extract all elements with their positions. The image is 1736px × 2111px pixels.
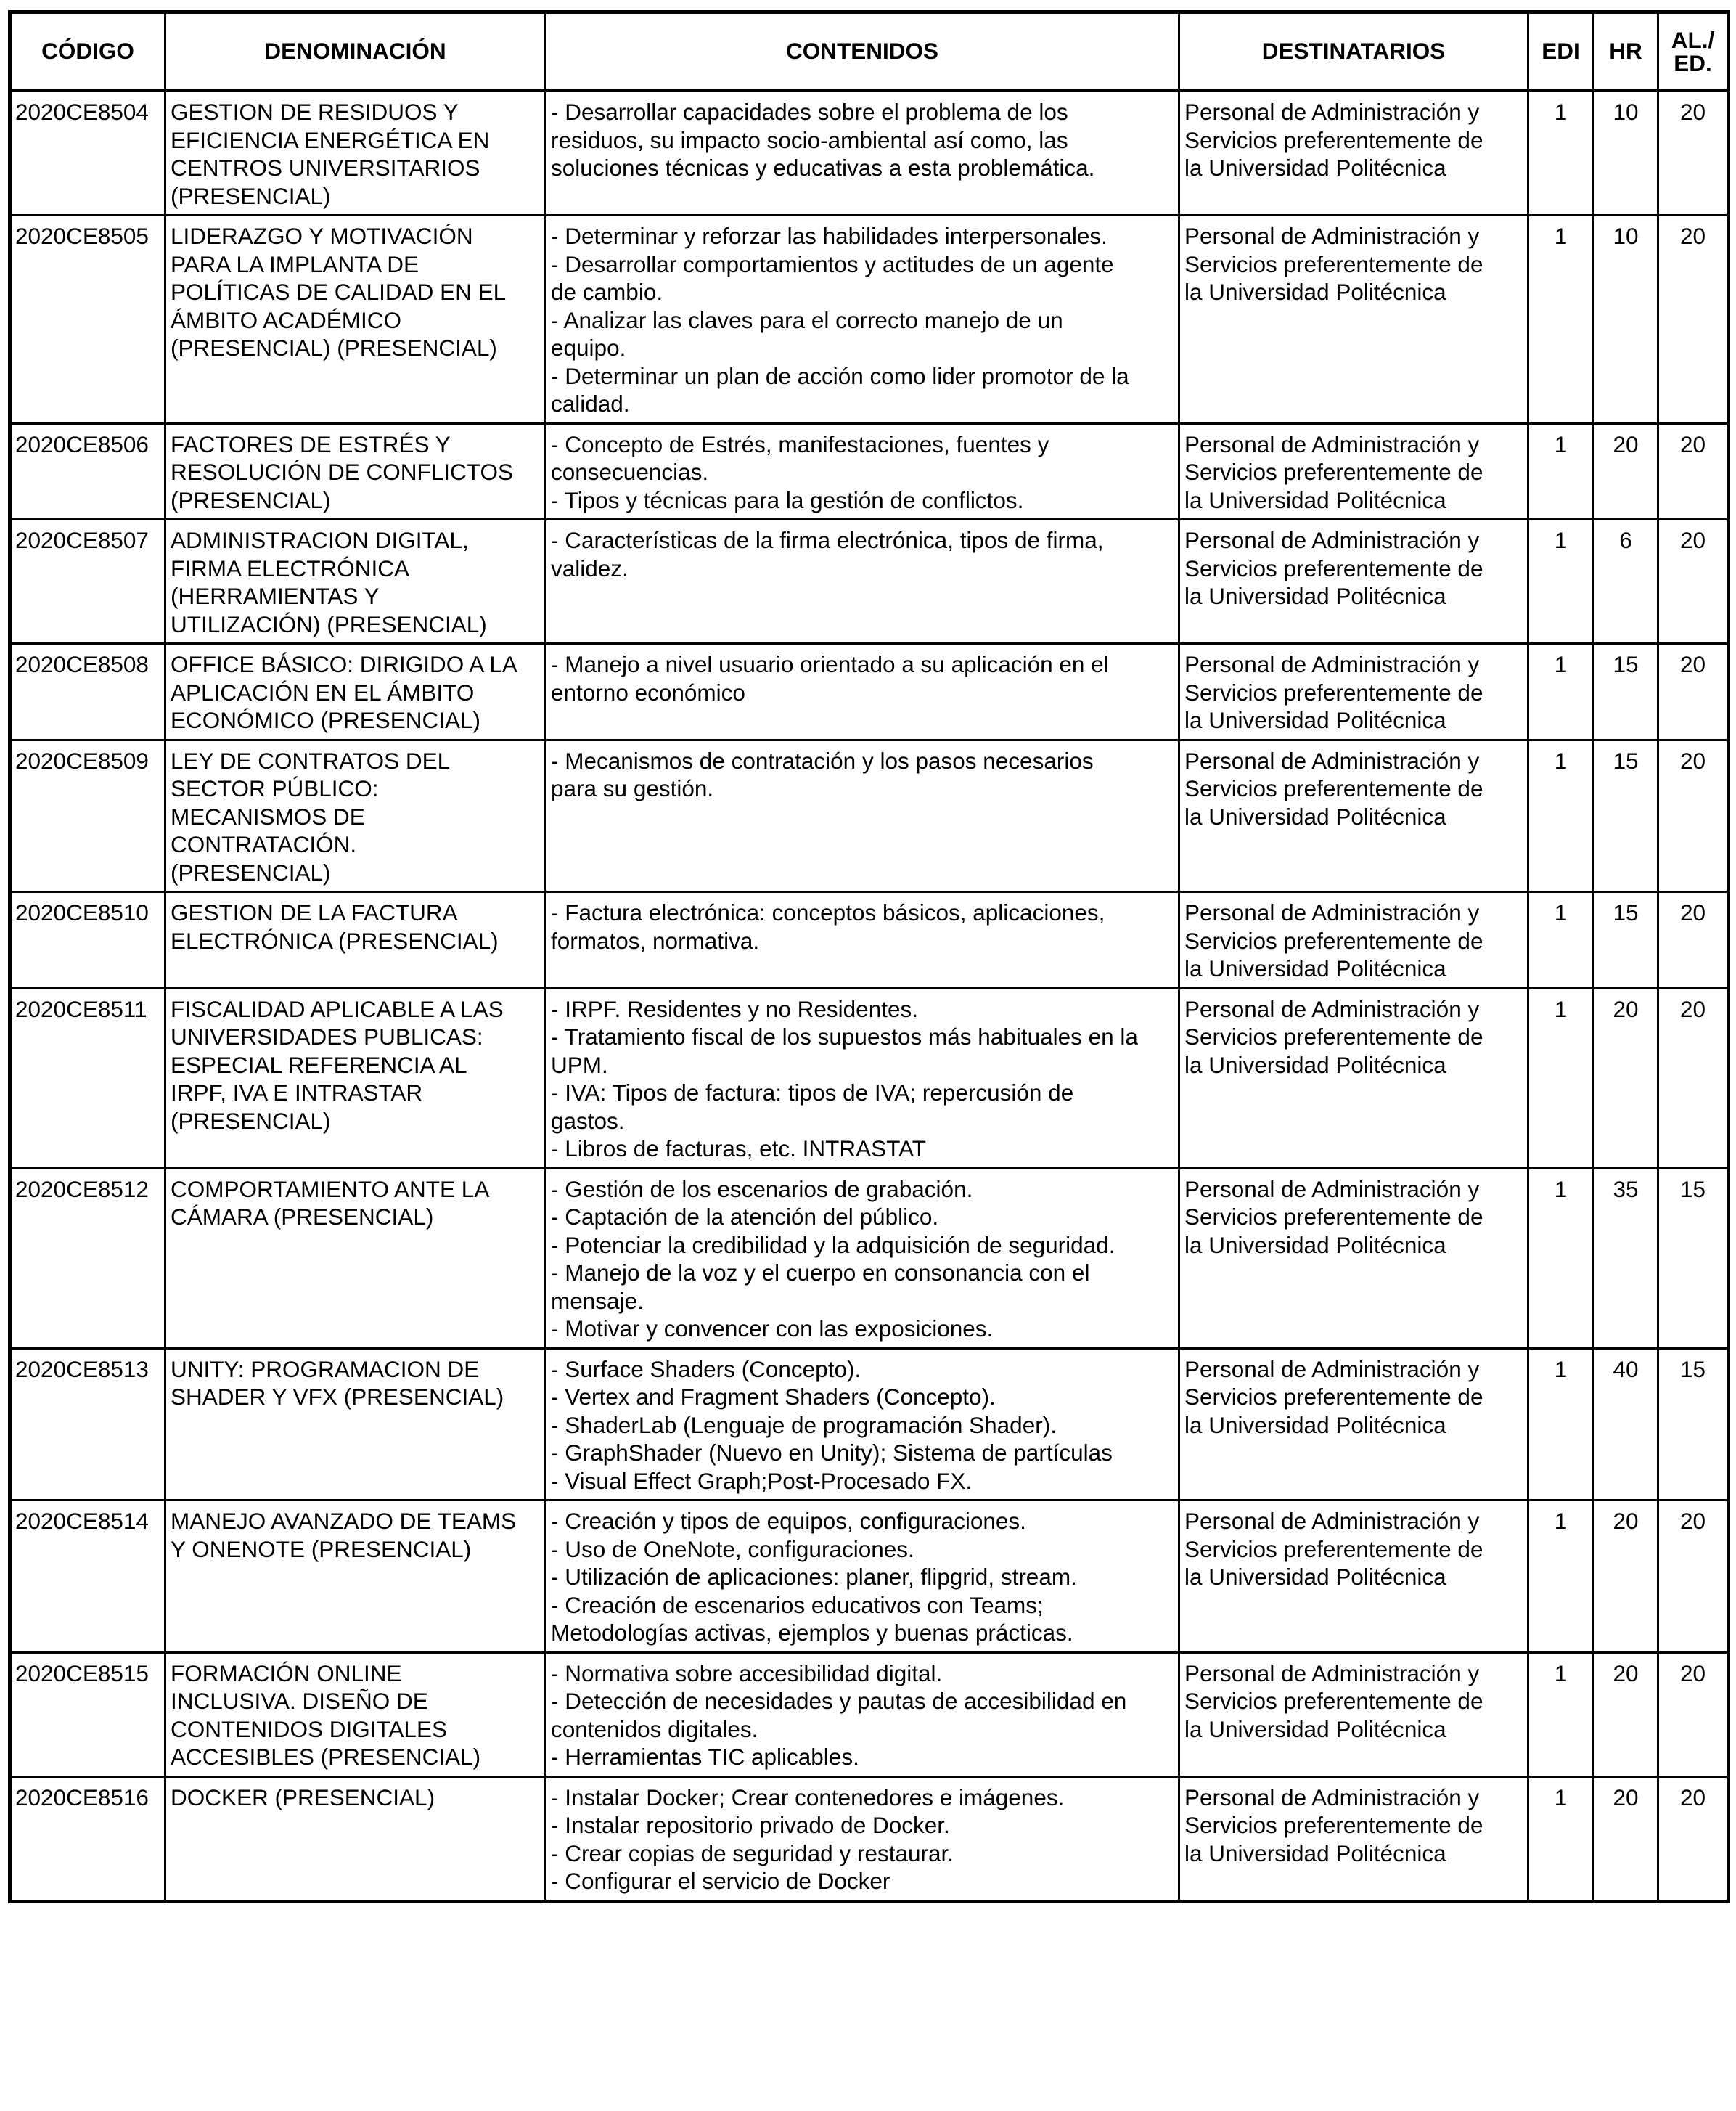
contenidos-line: - Tipos y técnicas para la gestión de conflictos. (551, 486, 1024, 513)
contenidos-line: - Potenciar la credibilidad y la adquisición de seguridad. (551, 1231, 1115, 1258)
cell-al-ed: 20 (1658, 423, 1729, 520)
destinatarios-line: Personal de Administración y (1184, 527, 1480, 553)
contenidos-line: - Determinar un plan de acción como lider promotor de la (551, 362, 1129, 389)
cell-hr: 20 (1594, 1652, 1658, 1776)
contenidos-line: - Libros de facturas, etc. INTRASTAT (551, 1135, 926, 1161)
cell-edi: 1 (1528, 423, 1594, 520)
cell-codigo: 2020CE8505 (10, 216, 165, 424)
denominacion-line: GESTION DE LA FACTURA (171, 899, 458, 926)
cell-contenidos (546, 520, 1179, 644)
cell-contenidos (546, 423, 1179, 520)
contenidos-line: gastos. (551, 1107, 625, 1134)
destinatarios-line: la Universidad Politécnica (1184, 1051, 1446, 1078)
denominacion-line: DOCKER (PRESENCIAL) (171, 1784, 435, 1810)
denominacion-line: Y ONENOTE (PRESENCIAL) (171, 1535, 472, 1562)
cell-codigo: 2020CE8516 (10, 1776, 165, 1901)
destinatarios-line: Personal de Administración y (1184, 430, 1480, 457)
header-al-ed-line2: ED. (1674, 49, 1712, 76)
table-header (10, 12, 1729, 91)
header-row (10, 12, 1729, 91)
cell-hr: 40 (1594, 1348, 1658, 1500)
contenidos-line: - Desarrollar comportamientos y actitudes de un agente (551, 250, 1114, 277)
cell-denominacion (165, 423, 546, 520)
cell-contenidos (546, 740, 1179, 892)
cell-contenidos (546, 216, 1179, 424)
destinatarios-line: Servicios preferentemente de (1184, 1535, 1483, 1562)
denominacion-line: CENTROS UNIVERSITARIOS (171, 155, 480, 181)
contenidos-line: consecuencias. (551, 459, 709, 485)
header-codigo: CÓDIGO (10, 12, 165, 91)
cell-denominacion (165, 644, 546, 740)
denominacion-line: ESPECIAL REFERENCIA AL (171, 1051, 467, 1078)
denominacion-line: OFFICE BÁSICO: DIRIGIDO A LA (171, 651, 517, 677)
destinatarios-line: la Universidad Politécnica (1184, 486, 1446, 513)
cell-hr: 10 (1594, 216, 1658, 424)
contenidos-line: - Gestión de los escenarios de grabación. (551, 1175, 973, 1202)
denominacion-line: (PRESENCIAL) (171, 182, 331, 209)
cell-contenidos (546, 1652, 1179, 1776)
denominacion-line: LEY DE CONTRATOS DEL (171, 747, 451, 774)
cell-codigo: 2020CE8506 (10, 423, 165, 520)
cell-hr: 15 (1594, 740, 1658, 892)
denominacion-line: (PRESENCIAL) (171, 859, 331, 886)
cell-al-ed: 20 (1658, 740, 1729, 892)
contenidos-line: - Configurar el servicio de Docker (551, 1868, 890, 1894)
contenidos-line: - Determinar y reforzar las habilidades interpersonales. (551, 223, 1107, 249)
destinatarios-line: Servicios preferentemente de (1184, 1204, 1483, 1230)
denominacion-line: UNITY: PROGRAMACION DE (171, 1355, 480, 1382)
cell-codigo: 2020CE8511 (10, 988, 165, 1168)
cell-hr: 6 (1594, 520, 1658, 644)
cell-denominacion (165, 988, 546, 1168)
contenidos-line: formatos, normativa. (551, 927, 760, 954)
contenidos-line: residuos, su impacto socio-ambiental así como, las (551, 126, 1068, 153)
cell-denominacion (165, 91, 546, 216)
contenidos-line: - Uso de OneNote, configuraciones. (551, 1535, 914, 1562)
destinatarios-line: Personal de Administración y (1184, 651, 1480, 677)
cell-denominacion (165, 520, 546, 644)
contenidos-line: - Captación de la atención del público. (551, 1204, 939, 1230)
destinatarios-line: la Universidad Politécnica (1184, 803, 1446, 830)
cell-denominacion (165, 1348, 546, 1500)
contenidos-line: - Mecanismos de contratación y los pasos necesarios (551, 747, 1094, 774)
contenidos-line: equipo. (551, 335, 626, 361)
cell-destinatarios (1179, 892, 1528, 989)
cell-contenidos (546, 1500, 1179, 1653)
denominacion-line: ÁMBITO ACADÉMICO (171, 306, 401, 333)
destinatarios-line: Servicios preferentemente de (1184, 1688, 1483, 1714)
destinatarios-line: Servicios preferentemente de (1184, 459, 1483, 485)
header-contenidos: CONTENIDOS (546, 12, 1179, 91)
cell-hr: 20 (1594, 1500, 1658, 1653)
denominacion-line: ADMINISTRACION DIGITAL, (171, 527, 469, 553)
table-row (10, 423, 1729, 520)
contenidos-line: UPM. (551, 1051, 608, 1078)
cell-codigo: 2020CE8515 (10, 1652, 165, 1776)
contenidos-line: validez. (551, 555, 629, 581)
destinatarios-line: Servicios preferentemente de (1184, 1024, 1483, 1050)
denominacion-line: APLICACIÓN EN EL ÁMBITO (171, 679, 475, 706)
cell-hr: 20 (1594, 423, 1658, 520)
denominacion-line: ACCESIBLES (PRESENCIAL) (171, 1744, 481, 1770)
denominacion-line: GESTION DE RESIDUOS Y (171, 99, 459, 125)
destinatarios-line: Servicios preferentemente de (1184, 126, 1483, 153)
destinatarios-line: Servicios preferentemente de (1184, 679, 1483, 706)
cell-denominacion (165, 1168, 546, 1348)
denominacion-line: CONTRATACIÓN. (171, 831, 357, 857)
cell-destinatarios (1179, 1652, 1528, 1776)
cell-al-ed: 20 (1658, 988, 1729, 1168)
cell-al-ed: 20 (1658, 91, 1729, 216)
table-row (10, 520, 1729, 644)
cell-denominacion (165, 1652, 546, 1776)
cell-destinatarios (1179, 1500, 1528, 1653)
cell-edi: 1 (1528, 1776, 1594, 1901)
header-destinatarios: DESTINATARIOS (1179, 12, 1528, 91)
denominacion-line: INCLUSIVA. DISEÑO DE (171, 1688, 428, 1714)
cell-destinatarios (1179, 1776, 1528, 1901)
table-row (10, 1500, 1729, 1653)
table-row (10, 1348, 1729, 1500)
destinatarios-line: Servicios preferentemente de (1184, 775, 1483, 801)
denominacion-line: MANEJO AVANZADO DE TEAMS (171, 1508, 517, 1534)
denominacion-line: FORMACIÓN ONLINE (171, 1659, 402, 1686)
denominacion-line: PARA LA IMPLANTA DE (171, 250, 419, 277)
denominacion-line: RESOLUCIÓN DE CONFLICTOS (171, 459, 513, 485)
destinatarios-line: la Universidad Politécnica (1184, 1715, 1446, 1742)
cell-destinatarios (1179, 520, 1528, 644)
table-row (10, 91, 1729, 216)
denominacion-line: UNIVERSIDADES PUBLICAS: (171, 1024, 483, 1050)
denominacion-line: COMPORTAMIENTO ANTE LA (171, 1175, 490, 1202)
cell-codigo: 2020CE8504 (10, 91, 165, 216)
contenidos-line: - Normativa sobre accesibilidad digital. (551, 1659, 943, 1686)
cell-edi: 1 (1528, 1168, 1594, 1348)
contenidos-line: Metodologías activas, ejemplos y buenas prácticas. (551, 1620, 1073, 1646)
cell-contenidos (546, 644, 1179, 740)
cell-al-ed: 20 (1658, 892, 1729, 989)
denominacion-line: FACTORES DE ESTRÉS Y (171, 430, 451, 457)
cell-edi: 1 (1528, 740, 1594, 892)
contenidos-line: - Analizar las claves para el correcto manejo de un (551, 306, 1063, 333)
contenidos-line: - GraphShader (Nuevo en Unity); Sistema de partículas (551, 1440, 1113, 1466)
destinatarios-line: la Universidad Politécnica (1184, 707, 1446, 733)
cell-contenidos (546, 892, 1179, 989)
cell-al-ed: 15 (1658, 1168, 1729, 1348)
destinatarios-line: Personal de Administración y (1184, 223, 1480, 249)
cell-edi: 1 (1528, 1348, 1594, 1500)
cell-destinatarios (1179, 423, 1528, 520)
contenidos-line: - Concepto de Estrés, manifestaciones, fuentes y (551, 430, 1049, 457)
contenidos-line: - Utilización de aplicaciones: planer, flipgrid, stream. (551, 1564, 1077, 1590)
destinatarios-line: la Universidad Politécnica (1184, 1231, 1446, 1258)
denominacion-line: (HERRAMIENTAS Y (171, 583, 380, 609)
destinatarios-line: Personal de Administración y (1184, 1659, 1480, 1686)
table-body (10, 91, 1729, 1902)
cell-al-ed: 20 (1658, 1652, 1729, 1776)
cell-contenidos (546, 91, 1179, 216)
cell-edi: 1 (1528, 988, 1594, 1168)
cell-codigo: 2020CE8512 (10, 1168, 165, 1348)
cell-denominacion (165, 216, 546, 424)
cell-contenidos (546, 1348, 1179, 1500)
cell-edi: 1 (1528, 91, 1594, 216)
cell-codigo: 2020CE8507 (10, 520, 165, 644)
cell-edi: 1 (1528, 1652, 1594, 1776)
destinatarios-line: Servicios preferentemente de (1184, 927, 1483, 954)
denominacion-line: LIDERAZGO Y MOTIVACIÓN (171, 223, 473, 249)
contenidos-line: - IVA: Tipos de factura: tipos de IVA; repercusión de (551, 1079, 1074, 1106)
contenidos-line: - Desarrollar capacidades sobre el problema de los (551, 99, 1068, 125)
destinatarios-line: Servicios preferentemente de (1184, 1812, 1483, 1838)
denominacion-line: UTILIZACIÓN) (PRESENCIAL) (171, 611, 487, 637)
cell-edi: 1 (1528, 1500, 1594, 1653)
denominacion-line: SECTOR PÚBLICO: (171, 775, 379, 801)
contenidos-line: - ShaderLab (Lenguaje de programación Shader). (551, 1411, 1057, 1438)
cell-denominacion (165, 740, 546, 892)
destinatarios-line: la Universidad Politécnica (1184, 583, 1446, 609)
cell-denominacion (165, 892, 546, 989)
cell-denominacion (165, 1776, 546, 1901)
cell-contenidos (546, 1776, 1179, 1901)
cell-hr: 35 (1594, 1168, 1658, 1348)
cell-al-ed: 20 (1658, 644, 1729, 740)
denominacion-line: ELECTRÓNICA (PRESENCIAL) (171, 927, 499, 954)
table-row (10, 644, 1729, 740)
table-row (10, 740, 1729, 892)
contenidos-line: - Características de la firma electrónica, tipos de firma, (551, 527, 1104, 553)
contenidos-line: - Detección de necesidades y pautas de accesibilidad en (551, 1688, 1127, 1714)
cell-al-ed: 15 (1658, 1348, 1729, 1500)
denominacion-line: (PRESENCIAL) (PRESENCIAL) (171, 335, 497, 361)
cell-codigo: 2020CE8514 (10, 1500, 165, 1653)
table-row (10, 1168, 1729, 1348)
destinatarios-line: Personal de Administración y (1184, 899, 1480, 926)
denominacion-line: EFICIENCIA ENERGÉTICA EN (171, 126, 490, 153)
contenidos-line: - Surface Shaders (Concepto). (551, 1355, 861, 1382)
header-edi: EDI (1528, 12, 1594, 91)
destinatarios-line: Servicios preferentemente de (1184, 250, 1483, 277)
contenidos-line: contenidos digitales. (551, 1715, 758, 1742)
cell-destinatarios (1179, 216, 1528, 424)
contenidos-line: - Manejo a nivel usuario orientado a su aplicación en el (551, 651, 1109, 677)
destinatarios-line: Servicios preferentemente de (1184, 555, 1483, 581)
cell-al-ed: 20 (1658, 1776, 1729, 1901)
cell-destinatarios (1179, 644, 1528, 740)
destinatarios-line: Personal de Administración y (1184, 747, 1480, 774)
contenidos-line: - Factura electrónica: conceptos básicos, aplicaciones, (551, 899, 1105, 926)
destinatarios-line: la Universidad Politécnica (1184, 1564, 1446, 1590)
contenidos-line: - Tratamiento fiscal de los supuestos más habituales en la (551, 1024, 1138, 1050)
table-row (10, 988, 1729, 1168)
denominacion-line: (PRESENCIAL) (171, 486, 331, 513)
contenidos-line: - Creación y tipos de equipos, configuraciones. (551, 1508, 1026, 1534)
cell-destinatarios (1179, 740, 1528, 892)
cell-al-ed: 20 (1658, 216, 1729, 424)
courses-table (8, 10, 1730, 1903)
cell-hr: 20 (1594, 1776, 1658, 1901)
denominacion-line: MECANISMOS DE (171, 803, 365, 830)
destinatarios-line: la Universidad Politécnica (1184, 279, 1446, 305)
cell-edi: 1 (1528, 892, 1594, 989)
table-row (10, 892, 1729, 989)
destinatarios-line: Personal de Administración y (1184, 995, 1480, 1022)
destinatarios-line: la Universidad Politécnica (1184, 955, 1446, 981)
denominacion-line: CONTENIDOS DIGITALES (171, 1715, 447, 1742)
denominacion-line: ECONÓMICO (PRESENCIAL) (171, 707, 481, 733)
cell-hr: 15 (1594, 892, 1658, 989)
cell-destinatarios (1179, 988, 1528, 1168)
destinatarios-line: Personal de Administración y (1184, 1355, 1480, 1382)
header-al-ed (1658, 12, 1729, 91)
contenidos-line: - Herramientas TIC aplicables. (551, 1744, 859, 1770)
cell-al-ed: 20 (1658, 1500, 1729, 1653)
destinatarios-line: Personal de Administración y (1184, 1784, 1480, 1810)
cell-hr: 10 (1594, 91, 1658, 216)
cell-codigo: 2020CE8508 (10, 644, 165, 740)
table-row (10, 1776, 1729, 1901)
contenidos-line: mensaje. (551, 1287, 644, 1314)
destinatarios-line: Personal de Administración y (1184, 99, 1480, 125)
destinatarios-line: Personal de Administración y (1184, 1175, 1480, 1202)
cell-denominacion (165, 1500, 546, 1653)
cell-codigo: 2020CE8513 (10, 1348, 165, 1500)
cell-destinatarios (1179, 1348, 1528, 1500)
contenidos-line: - Visual Effect Graph;Post-Procesado FX. (551, 1467, 973, 1494)
contenidos-line: - Instalar repositorio privado de Docker. (551, 1812, 950, 1838)
denominacion-line: FISCALIDAD APLICABLE A LAS (171, 995, 504, 1022)
denominacion-line: IRPF, IVA E INTRASTAR (171, 1079, 423, 1106)
destinatarios-line: Personal de Administración y (1184, 1508, 1480, 1534)
contenidos-line: soluciones técnicas y educativas a esta problemática. (551, 155, 1095, 181)
contenidos-line: - Vertex and Fragment Shaders (Concepto). (551, 1384, 996, 1410)
contenidos-line: - Creación de escenarios educativos con Teams; (551, 1591, 1044, 1618)
cell-codigo: 2020CE8509 (10, 740, 165, 892)
cell-hr: 15 (1594, 644, 1658, 740)
denominacion-line: SHADER Y VFX (PRESENCIAL) (171, 1384, 504, 1410)
cell-contenidos (546, 988, 1179, 1168)
cell-destinatarios (1179, 91, 1528, 216)
table-row (10, 1652, 1729, 1776)
header-denominacion: DENOMINACIÓN (165, 12, 546, 91)
header-hr: HR (1594, 12, 1658, 91)
denominacion-line: FIRMA ELECTRÓNICA (171, 555, 410, 581)
contenidos-line: - Motivar y convencer con las exposiciones. (551, 1315, 994, 1342)
contenidos-line: para su gestión. (551, 775, 714, 801)
destinatarios-line: la Universidad Politécnica (1184, 1840, 1446, 1866)
header-al-ed-line1: AL./ (1671, 26, 1715, 53)
contenidos-line: - Manejo de la voz y el cuerpo en consonancia con el (551, 1259, 1090, 1286)
cell-hr: 20 (1594, 988, 1658, 1168)
destinatarios-line: la Universidad Politécnica (1184, 155, 1446, 181)
contenidos-line: de cambio. (551, 279, 663, 305)
cell-destinatarios (1179, 1168, 1528, 1348)
contenidos-line: - IRPF. Residentes y no Residentes. (551, 995, 918, 1022)
destinatarios-line: Servicios preferentemente de (1184, 1384, 1483, 1410)
cell-edi: 1 (1528, 520, 1594, 644)
contenidos-line: - Instalar Docker; Crear contenedores e imágenes. (551, 1784, 1065, 1810)
contenidos-line: - Crear copias de seguridad y restaurar. (551, 1840, 954, 1866)
denominacion-line: (PRESENCIAL) (171, 1107, 331, 1134)
cell-edi: 1 (1528, 644, 1594, 740)
cell-codigo: 2020CE8510 (10, 892, 165, 989)
cell-contenidos (546, 1168, 1179, 1348)
denominacion-line: POLÍTICAS DE CALIDAD EN EL (171, 279, 507, 305)
table-row (10, 216, 1729, 424)
destinatarios-line: la Universidad Politécnica (1184, 1411, 1446, 1438)
cell-al-ed: 20 (1658, 520, 1729, 644)
denominacion-line: CÁMARA (PRESENCIAL) (171, 1204, 434, 1230)
contenidos-line: calidad. (551, 391, 630, 417)
cell-edi: 1 (1528, 216, 1594, 424)
contenidos-line: entorno económico (551, 679, 745, 706)
